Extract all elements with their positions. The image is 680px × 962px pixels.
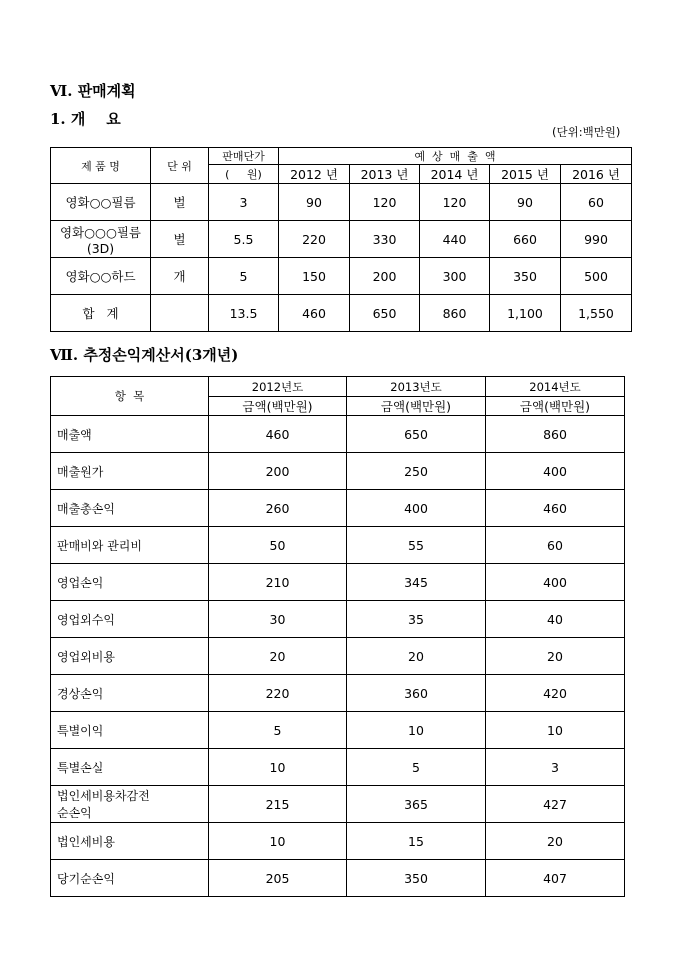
total-unit (151, 295, 209, 332)
amount-value: 3 (486, 749, 625, 786)
sales-value: 150 (279, 258, 350, 295)
product-name: 영화○○필름 (51, 184, 151, 221)
item-label: 판매비와 관리비 (51, 527, 209, 564)
total-label: 합 계 (51, 295, 151, 332)
total-value: 1,100 (490, 295, 561, 332)
header-year: 2013 년 (350, 165, 420, 184)
amount-value: 250 (347, 453, 486, 490)
table-row (51, 601, 625, 638)
amount-value: 400 (486, 453, 625, 490)
amount-value: 20 (486, 823, 625, 860)
table-row (51, 490, 625, 527)
table-row (51, 786, 625, 823)
total-value: 460 (279, 295, 350, 332)
header-price-unit: ( 원) (209, 165, 279, 184)
total-value: 1,550 (561, 295, 632, 332)
table-row (51, 564, 625, 601)
amount-value: 210 (209, 564, 347, 601)
amount-value: 360 (347, 675, 486, 712)
sales-value: 120 (350, 184, 420, 221)
section-heading-sales-plan: Ⅵ. 판매계획 (50, 82, 136, 100)
item-label: 법인세비용 (51, 823, 209, 860)
amount-value: 220 (209, 675, 347, 712)
amount-value: 215 (209, 786, 347, 823)
table-row (51, 675, 625, 712)
header-forecast: 예 상 매 출 액 (279, 148, 632, 165)
header-year: 2012년도 (209, 377, 347, 397)
amount-value: 420 (486, 675, 625, 712)
amount-value: 860 (486, 416, 625, 453)
amount-value: 20 (209, 638, 347, 675)
amount-value: 55 (347, 527, 486, 564)
amount-value: 407 (486, 860, 625, 897)
amount-value: 5 (209, 712, 347, 749)
sales-value: 90 (490, 184, 561, 221)
amount-value: 30 (209, 601, 347, 638)
table-row (51, 221, 632, 258)
amount-value: 350 (347, 860, 486, 897)
amount-value: 10 (347, 712, 486, 749)
amount-value: 260 (209, 490, 347, 527)
header-year: 2012 년 (279, 165, 350, 184)
table-row (51, 527, 625, 564)
table-row (51, 638, 625, 675)
section-heading-income-statement: Ⅶ. 추정손익계산서(3개년) (50, 346, 239, 364)
item-label: 영업외비용 (51, 638, 209, 675)
item-label: 특별이익 (51, 712, 209, 749)
item-label: 매출액 (51, 416, 209, 453)
total-row (51, 295, 632, 332)
subsection-heading-overview: 1. 개 요 (50, 110, 121, 128)
sales-value: 200 (350, 258, 420, 295)
amount-value: 35 (347, 601, 486, 638)
table-row (51, 860, 625, 897)
amount-value: 400 (486, 564, 625, 601)
sales-plan-table (50, 147, 632, 332)
total-value: 860 (420, 295, 490, 332)
sales-value: 330 (350, 221, 420, 258)
amount-value: 5 (347, 749, 486, 786)
item-label: 경상손익 (51, 675, 209, 712)
product-name: 영화○○○필름 (3D) (51, 221, 151, 258)
amount-value: 20 (486, 638, 625, 675)
amount-value: 60 (486, 527, 625, 564)
sales-value: 660 (490, 221, 561, 258)
amount-value: 205 (209, 860, 347, 897)
amount-value: 460 (209, 416, 347, 453)
header-amount: 금액(백만원) (486, 397, 625, 416)
item-label: 매출원가 (51, 453, 209, 490)
table-row (51, 712, 625, 749)
header-amount: 금액(백만원) (209, 397, 347, 416)
amount-value: 40 (486, 601, 625, 638)
header-year: 2014년도 (486, 377, 625, 397)
header-year: 2015 년 (490, 165, 561, 184)
product-unit: 개 (151, 258, 209, 295)
sales-value: 120 (420, 184, 490, 221)
amount-value: 20 (347, 638, 486, 675)
amount-value: 50 (209, 527, 347, 564)
sales-value: 220 (279, 221, 350, 258)
item-label: 매출총손익 (51, 490, 209, 527)
sales-value: 300 (420, 258, 490, 295)
header-year: 2016 년 (561, 165, 632, 184)
header-year: 2014 년 (420, 165, 490, 184)
amount-value: 427 (486, 786, 625, 823)
amount-value: 15 (347, 823, 486, 860)
amount-value: 10 (209, 823, 347, 860)
amount-value: 365 (347, 786, 486, 823)
total-price: 13.5 (209, 295, 279, 332)
table-row (51, 416, 625, 453)
header-year: 2013년도 (347, 377, 486, 397)
amount-value: 200 (209, 453, 347, 490)
product-unit: 벌 (151, 184, 209, 221)
amount-value: 650 (347, 416, 486, 453)
income-statement-table (50, 376, 625, 897)
header-item: 항 목 (51, 377, 209, 416)
sales-value: 350 (490, 258, 561, 295)
header-unit: 단 위 (151, 148, 209, 184)
item-label: 특별손실 (51, 749, 209, 786)
table-row (51, 749, 625, 786)
amount-value: 10 (486, 712, 625, 749)
item-label: 법인세비용차감전 순손익 (51, 786, 209, 823)
header-price: 판매단가 (209, 148, 279, 165)
sales-value: 990 (561, 221, 632, 258)
header-product: 제 품 명 (51, 148, 151, 184)
sales-value: 60 (561, 184, 632, 221)
product-price: 3 (209, 184, 279, 221)
amount-value: 10 (209, 749, 347, 786)
item-label: 당기순손익 (51, 860, 209, 897)
total-value: 650 (350, 295, 420, 332)
amount-value: 460 (486, 490, 625, 527)
table-row (51, 258, 632, 295)
sales-value: 440 (420, 221, 490, 258)
product-name: 영화○○하드 (51, 258, 151, 295)
product-price: 5 (209, 258, 279, 295)
table-row (51, 453, 625, 490)
item-label: 영업손익 (51, 564, 209, 601)
sales-value: 500 (561, 258, 632, 295)
product-price: 5.5 (209, 221, 279, 258)
unit-note: (단위:백만원) (552, 125, 621, 139)
amount-value: 400 (347, 490, 486, 527)
table-row (51, 184, 632, 221)
header-amount: 금액(백만원) (347, 397, 486, 416)
amount-value: 345 (347, 564, 486, 601)
item-label: 영업외수익 (51, 601, 209, 638)
sales-value: 90 (279, 184, 350, 221)
table-row (51, 823, 625, 860)
product-unit: 벌 (151, 221, 209, 258)
